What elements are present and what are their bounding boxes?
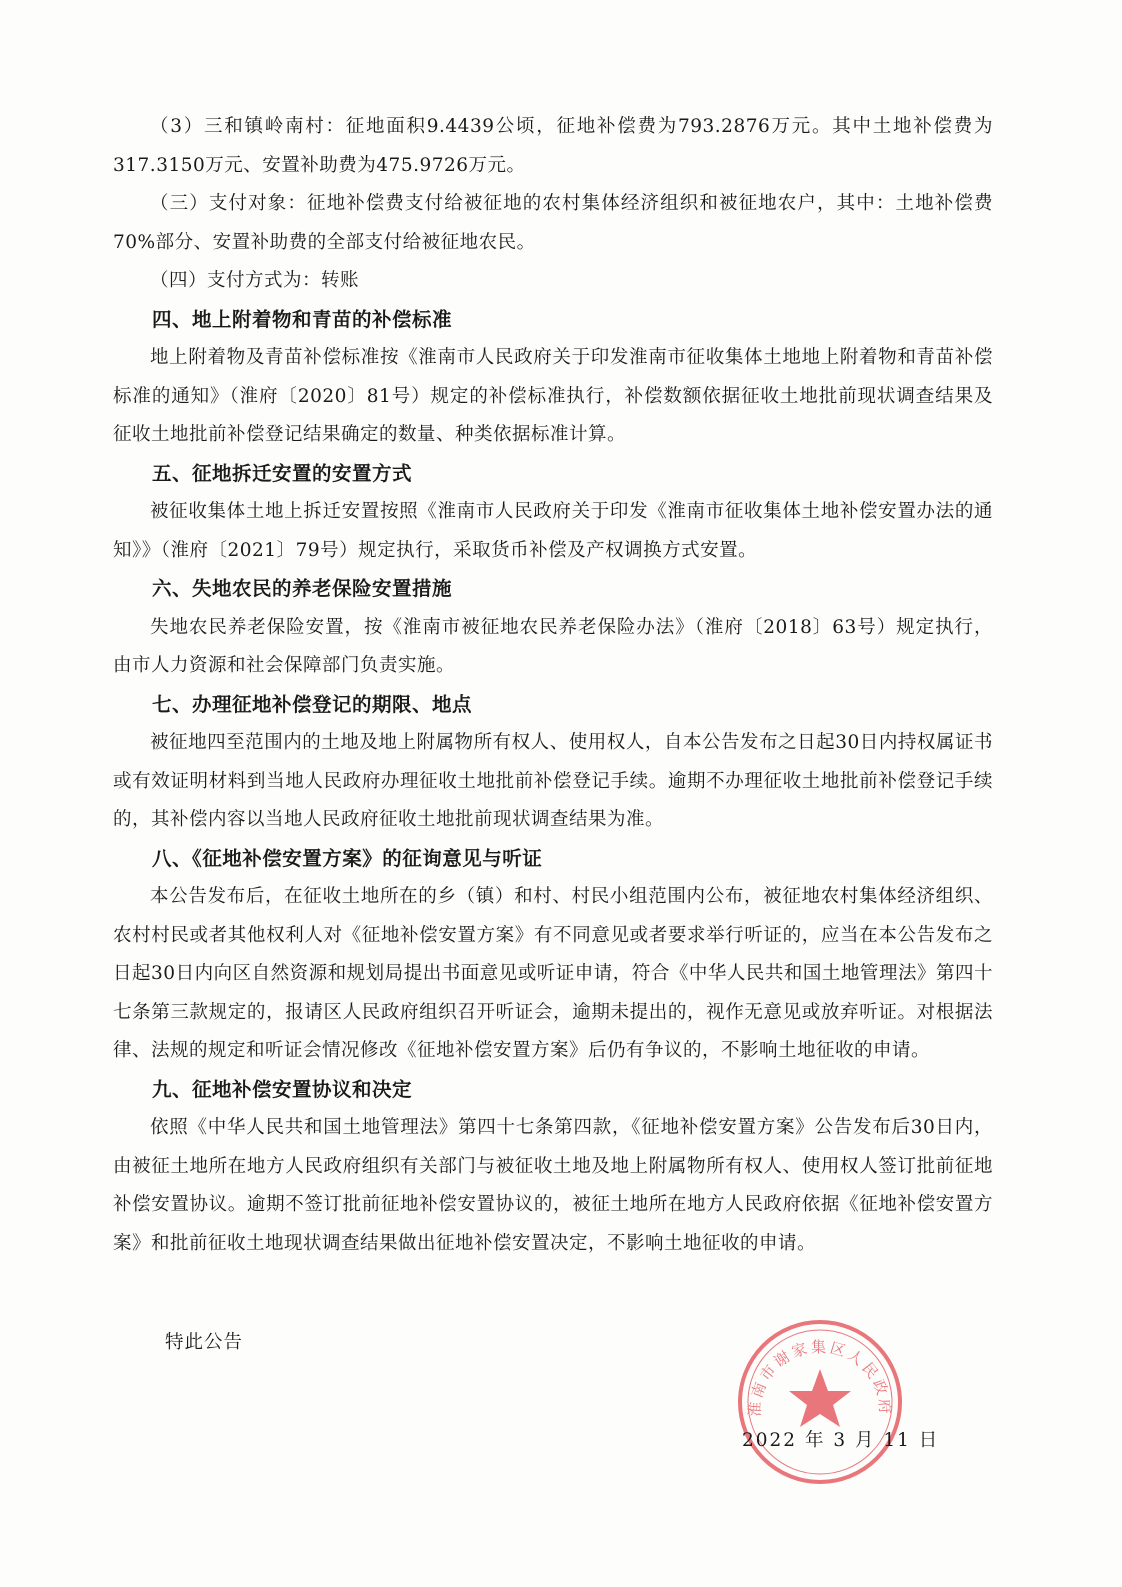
body-paragraph: 地上附着物及青苗补偿标准按《淮南市人民政府关于印发淮南市征收集体土地地上附着物和青苗补偿标准的通知》（淮府〔2020〕81号）规定的补偿标准执行，补偿数额依据征收土地批前现状调查结果及征收土地批前补偿登记结果确定的数量、种类依据标准计算。 [113,347,993,445]
document-body [113,108,993,1263]
official-seal [735,1317,905,1487]
body-paragraph: 依照《中华人民共和国土地管理法》第四十七条第四款，《征地补偿安置方案》公告发布后30日内，由被征土地所在地方人民政府组织有关部门与被征收土地及地上附属物所有权人、使用权人签订批前征地补偿安置协议。逾期不签订批前征地补偿安置协议的，被征土地所在地方人民政府依据《征地补偿安置方案》和批前征收土地现状调查结果做出征地补偿安置决定，不影响土地征收的申请。 [113,1117,993,1254]
closing-text: 特此公告 [165,1332,244,1353]
body-paragraph: 被征地四至范围内的土地及地上附属物所有权人、使用权人，自本公告发布之日起30日内持权属证书或有效证明材料到当地人民政府办理征收土地批前补偿登记手续。逾期不办理征收土地批前补偿登记手续的，其补偿内容以当地人民政府征收土地批前现状调查结果为准。 [113,732,993,830]
body-paragraph: （3）三和镇岭南村：征地面积9.4439公顷，征地补偿费为793.2876万元。其中土地补偿费为317.3150万元、安置补助费为475.9726万元。 [113,116,993,176]
seal-text: 淮南市谢家集区人民政府 [745,1338,895,1418]
body-paragraph: （三）支付对象：征地补偿费支付给被征地的农村集体经济组织和被征地农户，其中：土地补偿费70%部分、安置补助费的全部支付给被征地农民。 [113,193,993,253]
document-date: 2022 年 3 月 11 日 [742,1430,940,1451]
section-heading: 五、征地拆迁安置的安置方式 [152,461,413,485]
body-paragraph: （四）支付方式为：转账 [150,270,360,291]
body-paragraph: 本公告发布后，在征收土地所在的乡（镇）和村、村民小组范围内公布，被征地农村集体经济组织、农村村民或者其他权利人对《征地补偿安置方案》有不同意见或者要求举行听证的，应当在本公告发布之日起30日内向区自然资源和规划局提出书面意见或听证申请，符合《中华人民共和国土地管理法》第四十七条第三款规定的，报请区人民政府组织召开听证会，逾期未提出的，视作无意见或放弃听证。对根据法律、法规的规定和听证会情况修改《征地补偿安置方案》后仍有争议的，不影响土地征收的申请。 [113,886,993,1061]
section-heading: 六、失地农民的养老保险安置措施 [152,577,453,600]
section-heading: 八、《征地补偿安置方案》的征询意见与听证 [152,846,543,870]
body-paragraph: 失地农民养老保险安置，按《淮南市被征地农民养老保险办法》（淮府〔2018〕63号）规定执行，由市人力资源和社会保障部门负责实施。 [113,616,993,676]
seal-star-icon [789,1369,851,1427]
section-heading: 四、地上附着物和青苗的补偿标准 [152,307,453,331]
section-heading: 七、办理征地补偿登记的期限、地点 [152,692,473,716]
section-heading: 九、征地补偿安置协议和决定 [152,1077,413,1101]
body-paragraph: 被征收集体土地上拆迁安置按照《淮南市人民政府关于印发《淮南市征收集体土地补偿安置办法的通知》》（淮府〔2021〕79号）规定执行，采取货币补偿及产权调换方式安置。 [113,501,993,561]
